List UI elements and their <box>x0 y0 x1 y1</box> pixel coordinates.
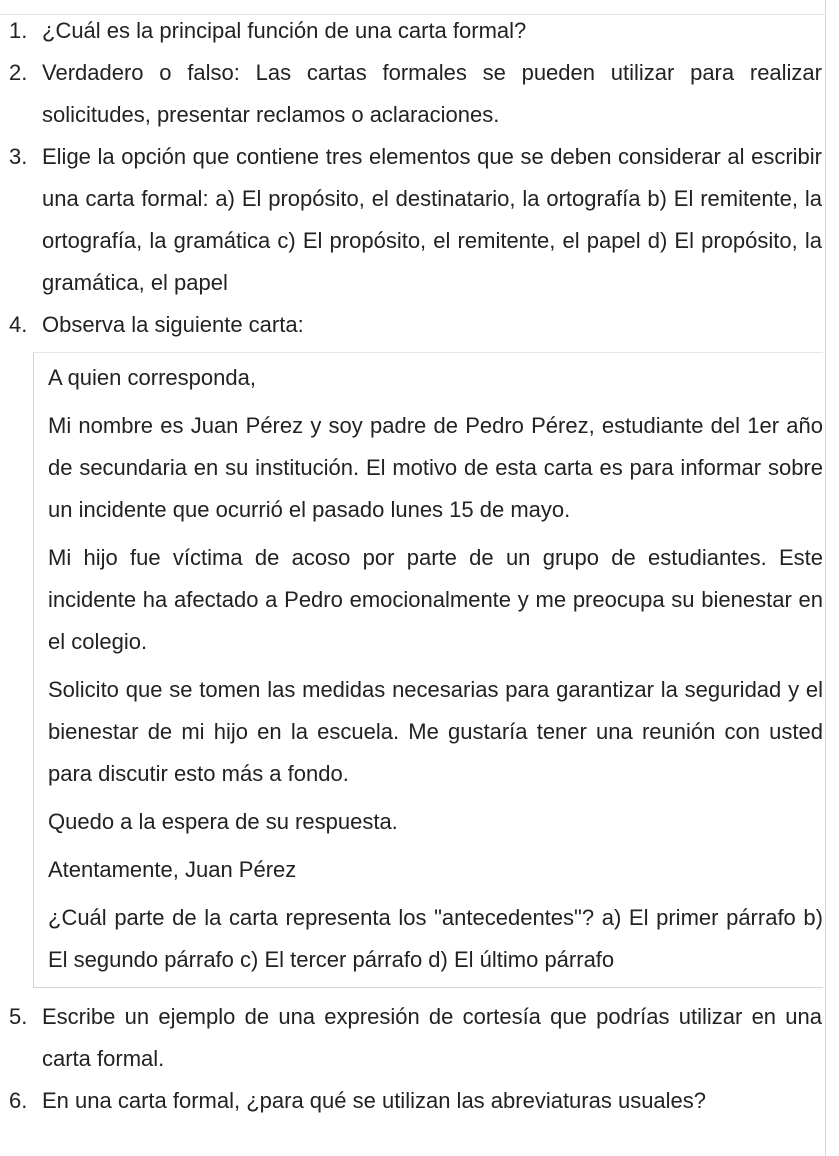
letter-closing: Atentamente, Juan Pérez <box>48 857 297 882</box>
question-number: 2. <box>9 60 28 85</box>
question-item <box>0 304 822 988</box>
question-number: 5. <box>9 1004 28 1029</box>
question-text: ¿Cuál es la principal función de una carta formal? <box>42 18 527 43</box>
letter-paragraph: Solicito que se tomen las medidas necesarias para garantizar la seguridad y el bienestar de mi hijo en la escuela. Me gustaría tener una reunión con usted para discutir esto más a fondo. <box>48 677 823 786</box>
question-number: 4. <box>9 312 28 337</box>
letter-paragraph: Mi hijo fue víctima de acoso por parte de un grupo de estudiantes. Este incidente ha afectado a Pedro emocionalmente y me preocupa su bienestar en el colegio. <box>48 545 823 654</box>
question-item <box>0 996 822 1080</box>
question-item <box>0 1080 822 1122</box>
letter-block <box>33 352 823 988</box>
letter-follow-up-question: ¿Cuál parte de la carta representa los "antecedentes"? a) El primer párrafo b) El segundo párrafo c) El tercer párrafo d) El último párrafo <box>48 905 823 972</box>
question-text: Elige la opción que contiene tres elementos que se deben considerar al escribir una carta formal: a) El propósito, el destinatario, la ortografía b) El remitente, la ortografía, la gramática c) El propósito, el remitente, el papel d) El propósito, la gramática, el papel <box>42 144 822 295</box>
question-text: En una carta formal, ¿para qué se utilizan las abreviaturas usuales? <box>42 1088 707 1113</box>
question-number: 3. <box>9 144 28 169</box>
question-text: Escribe un ejemplo de una expresión de cortesía que podrías utilizar en una carta formal. <box>42 1004 822 1071</box>
question-list <box>0 10 822 1122</box>
letter-paragraph: Mi nombre es Juan Pérez y soy padre de Pedro Pérez, estudiante del 1er año de secundaria en su institución. El motivo de esta carta es para informar sobre un incidente que ocurrió el pasado lunes 15 de mayo. <box>48 413 823 522</box>
question-text: Observa la siguiente carta: <box>42 312 304 337</box>
letter-greeting: A quien corresponda, <box>48 365 256 390</box>
question-number: 6. <box>9 1088 28 1113</box>
question-item <box>0 52 822 136</box>
question-item <box>0 10 822 52</box>
letter-paragraph: Quedo a la espera de su respuesta. <box>48 809 398 834</box>
question-item <box>0 136 822 304</box>
question-text: Verdadero o falso: Las cartas formales se pueden utilizar para realizar solicitudes, presentar reclamos o aclaraciones. <box>42 60 822 127</box>
question-number: 1. <box>9 18 28 43</box>
